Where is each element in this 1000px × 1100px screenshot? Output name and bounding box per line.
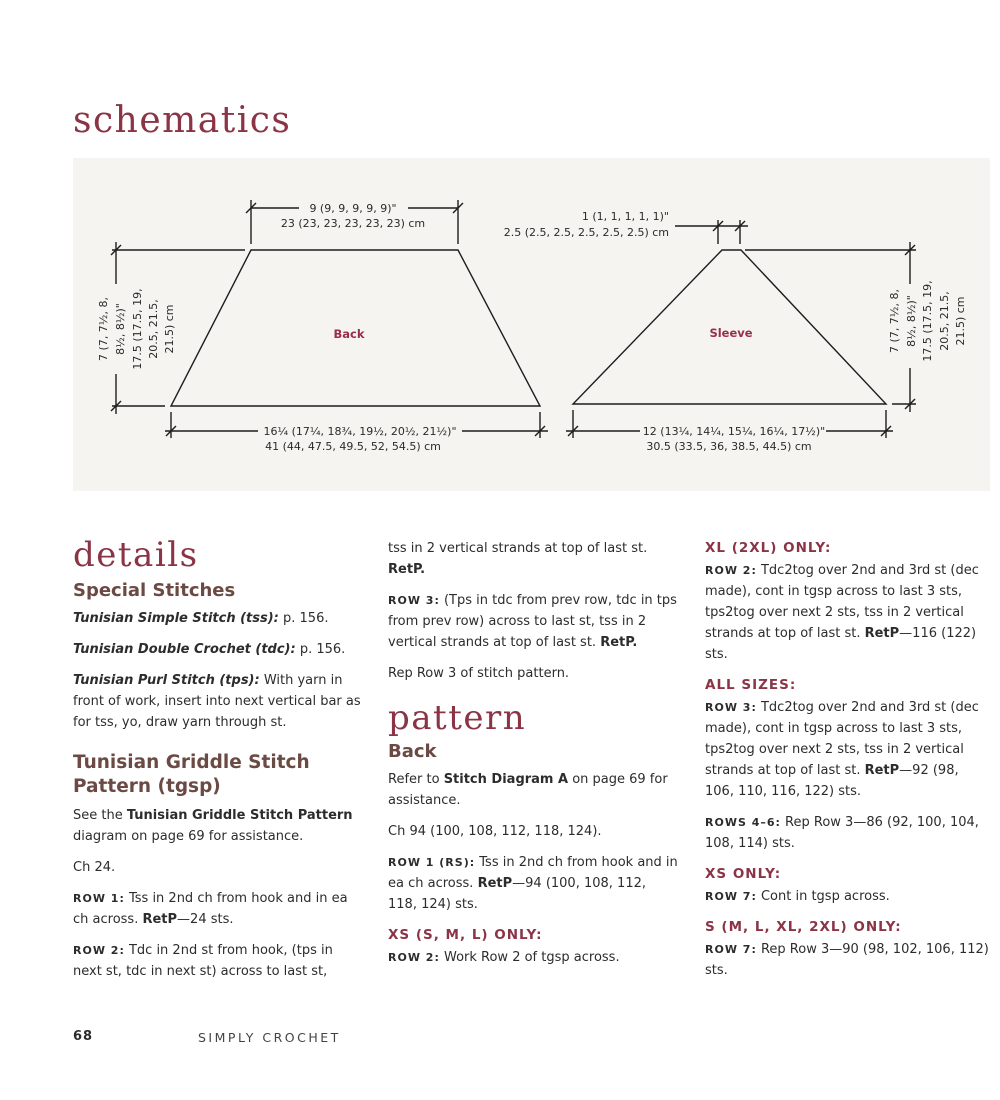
back-bottom-width-cm: 41 (44, 47.5, 49.5, 52, 54.5) cm bbox=[265, 440, 441, 453]
page-number: 68 bbox=[73, 1029, 94, 1044]
tps-definition: Tunisian Purl Stitch (tps): With yarn in front of work, insert into next vertical bar as for tss, yo, draw yarn through st. bbox=[73, 673, 361, 730]
special-stitches-heading: Special Stitches bbox=[73, 580, 236, 601]
griddle-row-3: ROW 3: (Tps in tdc from prev row, tdc in tps from prev row) across to last st, tss in 2 vertical strands at top of last st. RetP. bbox=[388, 593, 677, 650]
schematics-svg bbox=[73, 158, 990, 491]
all-row-3: ROW 3: Tdc2tog over 2nd and 3rd st (dec made), cont in tgsp across to last 3 sts, tps2tog over next 2 sts, tss in 2 vertical strands at top of last st. RetP—92 (98, 106, 110, 116, 122) sts. bbox=[705, 700, 979, 799]
book-title: SIMPLY CROCHET bbox=[198, 1030, 341, 1045]
back-height-line-3: 17.5 (17.5, 19, bbox=[131, 288, 144, 370]
sleeve-bottom-width-in: 12 (13¼, 14¼, 15¼, 16¼, 17½)" bbox=[642, 425, 826, 438]
sleeve-bottom-width-cm: 30.5 (33.5, 36, 38.5, 44.5) cm bbox=[646, 440, 812, 453]
sleeve-label: Sleeve bbox=[709, 326, 753, 340]
sleeve-top-width-in: 1 (1, 1, 1, 1, 1)" bbox=[581, 210, 669, 223]
back-height-line-5: 21.5) cm bbox=[163, 304, 176, 354]
griddle-row-1: ROW 1: Tss in 2nd ch from hook and in ea ch across. RetP—24 sts. bbox=[73, 891, 348, 927]
xl-row-2: ROW 2: Tdc2tog over 2nd and 3rd st (dec made), cont in tgsp across to last 3 sts, tps2tog over next 2 sts, tss in 2 vertical strands at top of last st. RetP—116 (122) sts. bbox=[705, 563, 979, 662]
s-2xl-heading: S (M, L, XL, 2XL) ONLY: bbox=[705, 919, 902, 935]
schematics-diagram bbox=[73, 158, 990, 491]
sleeve-height-line-5: 21.5) cm bbox=[954, 296, 967, 346]
xs-only-heading: XS ONLY: bbox=[705, 866, 782, 882]
back-bottom-width-in: 16¼ (17¼, 18¾, 19½, 20½, 21½)" bbox=[263, 425, 457, 438]
back-height-line-4: 20.5, 21.5, bbox=[147, 299, 160, 359]
refer-note: Refer to Stitch Diagram A on page 69 for assistance. bbox=[388, 772, 668, 808]
column-3 bbox=[705, 538, 990, 991]
griddle-repeat: Rep Row 3 of stitch pattern. bbox=[388, 666, 570, 681]
griddle-chain: Ch 24. bbox=[73, 860, 116, 875]
back-height-line-2: 8½, 8½)" bbox=[114, 303, 127, 355]
back-row-1: ROW 1 (RS): Tss in 2nd ch from hook and in ea ch across. RetP—94 (100, 108, 112, 118, 124) sts. bbox=[388, 855, 678, 912]
back-height-line-1: 7 (7, 7½, 8, bbox=[97, 297, 110, 361]
griddle-heading: Tunisian Griddle Stitch Pattern (tgsp) bbox=[73, 752, 310, 797]
sleeve-height-line-3: 17.5 (17.5, 19, bbox=[921, 280, 934, 362]
xl-heading: XL (2XL) ONLY: bbox=[705, 540, 832, 556]
back-chain: Ch 94 (100, 108, 112, 118, 124). bbox=[388, 824, 602, 839]
schematics-title: schematics bbox=[73, 100, 292, 141]
column-1 bbox=[73, 535, 363, 992]
sleeve-height-line-1: 7 (7, 7½, 8, bbox=[888, 289, 901, 353]
pattern-title: pattern bbox=[388, 698, 527, 738]
sleeve-height-line-4: 20.5, 21.5, bbox=[938, 291, 951, 351]
xs-sml-heading: XS (S, M, L) ONLY: bbox=[388, 927, 543, 943]
back-heading: Back bbox=[388, 741, 437, 762]
back-top-width-in: 9 (9, 9, 9, 9, 9)" bbox=[309, 202, 397, 215]
s-2xl-row-7: ROW 7: Rep Row 3—90 (98, 102, 106, 112) sts. bbox=[705, 942, 989, 978]
details-title: details bbox=[73, 535, 199, 575]
rows-4-6: ROWS 4–6: Rep Row 3—86 (92, 100, 104, 108, 114) sts. bbox=[705, 815, 979, 851]
sleeve-top-width-cm: 2.5 (2.5, 2.5, 2.5, 2.5, 2.5) cm bbox=[503, 226, 669, 239]
griddle-row-2-continued: tss in 2 vertical strands at top of last st. RetP. bbox=[388, 541, 648, 577]
back-top-width-cm: 23 (23, 23, 23, 23, 23) cm bbox=[280, 217, 426, 230]
all-sizes-heading: ALL SIZES: bbox=[705, 677, 797, 693]
griddle-see-note: See the Tunisian Griddle Stitch Pattern diagram on page 69 for assistance. bbox=[73, 808, 353, 844]
tss-definition: Tunisian Simple Stitch (tss): p. 156. bbox=[73, 611, 329, 626]
xs-sml-row-2: ROW 2: Work Row 2 of tgsp across. bbox=[388, 950, 620, 965]
sleeve-height-line-2: 8½, 8½)" bbox=[905, 295, 918, 347]
tdc-definition: Tunisian Double Crochet (tdc): p. 156. bbox=[73, 642, 346, 657]
back-label: Back bbox=[333, 327, 365, 341]
column-2 bbox=[388, 538, 678, 978]
xs-row-7: ROW 7: Cont in tgsp across. bbox=[705, 889, 890, 904]
griddle-row-2: ROW 2: Tdc in 2nd st from hook, (tps in next st, tdc in next st) across to last st, bbox=[73, 943, 333, 979]
